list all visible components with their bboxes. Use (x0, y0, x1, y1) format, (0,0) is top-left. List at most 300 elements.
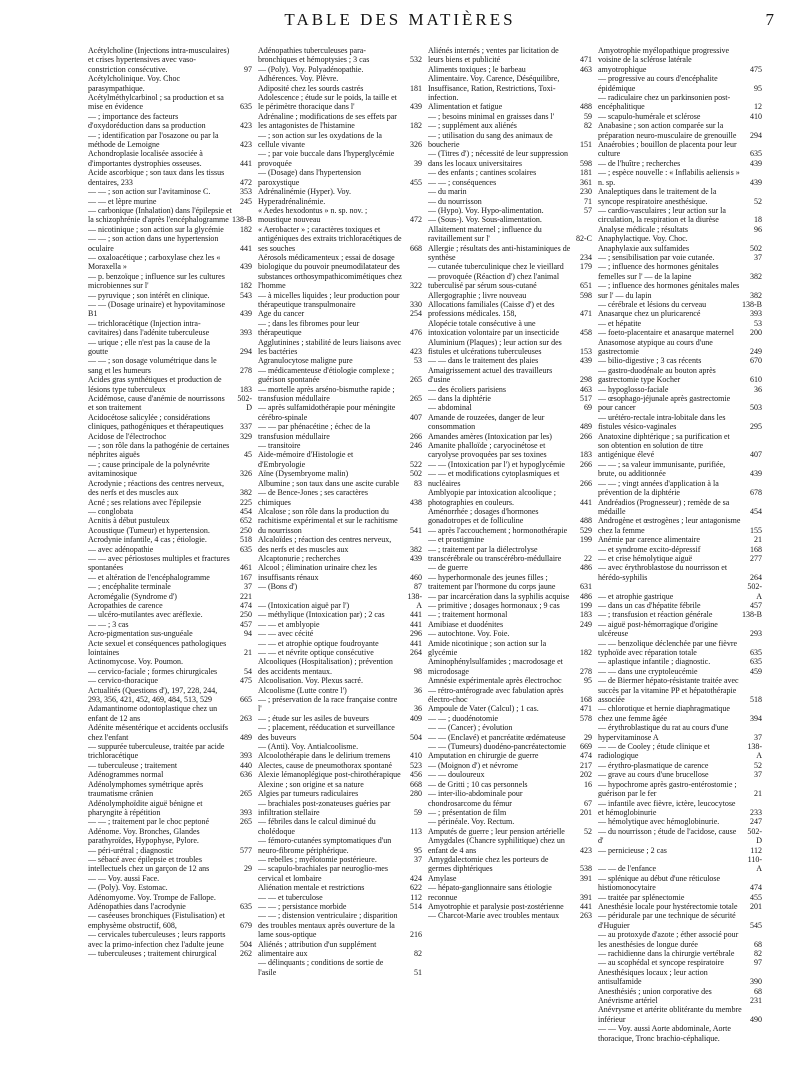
index-entry-page: 21 (244, 648, 252, 657)
index-entry-page: 522 (410, 459, 422, 469)
index-entry-text: — — par phénacétine ; échec de la transfusion médullaire (258, 422, 371, 441)
index-entry-text: — après l'accouchement ; hormonothérapie (428, 525, 568, 535)
index-entry-text: — abdominal (428, 403, 472, 413)
index-entry-text: — (Anti). Voy. Antialcoolisme. (258, 742, 359, 752)
index-entry-text: Amaigrissement actuel des travailleurs d'usine (428, 365, 553, 385)
index-entry-page: 278 (580, 666, 592, 676)
index-entry-page: 517 (580, 394, 592, 404)
index-entry-page: 502-D (747, 826, 762, 846)
index-entry-text: — ; son action sur les oxydations de la cellule vivante (258, 130, 382, 150)
index-entry (428, 178, 592, 187)
index-entry-text: Anesthésiés ; union corporative des (598, 986, 712, 996)
index-entry (258, 695, 422, 714)
index-entry (88, 149, 252, 168)
index-entry-page: 441 (240, 243, 252, 253)
index-column-2 (258, 46, 422, 1074)
index-entry-text: — ; traitement hormonal (428, 610, 508, 620)
index-entry-page: 393 (240, 807, 252, 817)
index-entry (428, 149, 592, 168)
index-entry (88, 704, 252, 723)
index-entry (258, 554, 422, 563)
index-entry-text: — carbonique (Inhalation) dans l'épilepsie et la schizophrénie d'après l'encéphalogramme (88, 205, 232, 225)
index-entry (428, 911, 592, 920)
index-entry-page: 53 (414, 356, 422, 366)
index-entry (428, 300, 592, 319)
index-entry-page: 262 (240, 949, 252, 958)
index-entry (88, 582, 252, 591)
index-entry-page: 391 (580, 892, 592, 902)
index-entry-page: 200 (750, 328, 762, 338)
index-entry (258, 206, 422, 225)
index-entry-text: — transitoire (258, 441, 301, 451)
index-entry-page: 37 (754, 252, 762, 262)
index-entry (598, 667, 762, 676)
index-entry-page: 489 (580, 422, 592, 432)
index-entry (598, 799, 762, 818)
index-entry (258, 291, 422, 310)
index-entry (258, 338, 422, 357)
index-entry-text: — splénique au début d'une réticulose histiomonocytaire (598, 873, 721, 893)
index-entry-page: 471 (580, 309, 592, 319)
index-entry-text: — (Moignon d') et névrome (428, 760, 518, 770)
index-entry-page: 382 (750, 290, 762, 300)
index-entry (428, 733, 592, 742)
index-entry-page: 202 (580, 770, 592, 780)
index-entry (258, 65, 422, 74)
index-entry-page: 439 (580, 356, 592, 366)
index-entry-text: Acétylméthylcarbinol ; sa production et sa mise en évidence (88, 93, 224, 112)
index-entry-page: 504 (240, 939, 252, 949)
index-entry-text: Anatoxine diphtérique ; sa purification et son obtention en solution de titre antigénique élevé (598, 431, 730, 460)
index-entry-text: Alexine ; son origine et sa nature (258, 779, 364, 789)
index-entry-page: 330 (410, 299, 422, 309)
index-entry (598, 742, 762, 761)
index-entry (598, 187, 762, 206)
index-entry (428, 883, 592, 902)
index-entry-page: 168 (580, 695, 592, 705)
index-entry-text: Acide ascorbique ; son taux dans les tissus dentaires, 233 (88, 168, 225, 187)
index-entry-page: 423 (580, 845, 592, 855)
index-entry-text: Alcalose ; son rôle dans la production du rachitisme expérimental et sur le rachitisme du nourrisson (258, 506, 398, 535)
index-entry (428, 761, 592, 770)
index-entry (88, 46, 252, 74)
index-entry (258, 309, 422, 318)
index-entry (88, 620, 252, 629)
index-entry (428, 432, 592, 441)
index-entry-page: 168 (750, 544, 762, 554)
index-entry-page: 393 (750, 309, 762, 319)
index-entry-text: — p. benzoïque ; influence sur les cultures microbiennes sur l' (88, 271, 225, 291)
index-entry (428, 403, 592, 412)
index-entry (598, 902, 762, 911)
index-entry-text: Allergie ; résultats des anti-histaminiques de synthèse (428, 243, 571, 262)
index-entry-page: 382 (750, 271, 762, 281)
index-entry-page: 96 (754, 224, 762, 234)
index-entry-text: Amandes amères (Intoxication par les) (428, 431, 552, 441)
index-entry-page: 598 (580, 290, 592, 300)
index-entry-page: 457 (240, 619, 252, 629)
index-entry-text: — délinquants ; conditions de sortie de l'asile (258, 958, 384, 977)
index-entry-text: — aplastique infantile ; diagnostic. (598, 657, 711, 667)
index-entry (258, 592, 422, 611)
index-entry-page: 439 (240, 309, 252, 319)
index-entry-text: — cardio-vasculaires ; leur action sur la circulation, la respiration et la diurèse (598, 205, 726, 225)
index-entry-text: Aérosols médicamenteux ; essai de dosage biologique du pouvoir pneumodilatateur des substances orthosympathicomimétiques chez l'homme (258, 252, 402, 291)
index-entry-page: 295 (750, 422, 762, 432)
index-entry-text: — péridurale par une technique de sécurité d'Huguier (598, 911, 736, 930)
index-entry-page: 529 (580, 525, 592, 535)
index-entry-text: — — et modifications cytoplasmiques et nucléaires (428, 469, 560, 488)
index-entry-page: 277 (750, 553, 762, 563)
index-entry-page: 182 (410, 121, 422, 131)
index-entry-text: — — et atrophie optique foudroyante (258, 638, 379, 648)
index-entry-text: Allergographie ; livre nouveau (428, 290, 527, 300)
index-entry-text: — — ; persistance morbide (258, 901, 347, 911)
index-entry-page: 636 (240, 770, 252, 780)
index-entry-page: 12 (754, 102, 762, 112)
index-entry-text: — hépato-ganglionnaire sans étiologie reconnue (428, 883, 552, 902)
index-entry (598, 855, 762, 874)
index-entry-text: — ; identification par l'osazone ou par la méthode de Lemoigne (88, 130, 219, 150)
index-entry-page: 439 (410, 102, 422, 112)
index-entry (258, 168, 422, 187)
index-entry-page: 36 (414, 685, 422, 695)
index-entry (258, 422, 422, 441)
index-entry (428, 902, 592, 911)
index-entry (428, 413, 592, 432)
index-entry-text: — et syndrome excito-dépressif (598, 544, 701, 554)
index-entry-text: — foeto-placentaire et anasarque maternel (598, 328, 734, 338)
index-entry (428, 394, 592, 403)
index-entry-text: — ; placement, rééducation et surveillance des buveurs (258, 723, 395, 742)
index-entry-page: 138-A (407, 591, 422, 610)
index-entry (88, 131, 252, 150)
index-entry-text: Adénome. Voy. Bronches, Glandes parathyroïdes, Hypophyse, Pylore. (88, 826, 200, 846)
index-entry-page: 665 (240, 695, 252, 705)
index-entry-text: Alcoolisation. Voy. Plexus sacré. (258, 676, 363, 686)
index-entry-text: — de Biermer hépato-résistante traitée avec succès par la vitamine PP et hépatothérapie associée (598, 676, 739, 705)
page-title: TABLE DES MATIÈRES (284, 10, 516, 29)
index-entry (598, 968, 762, 987)
index-entry (428, 592, 592, 601)
index-entry-page: 113 (410, 826, 422, 836)
index-entry-page: 36 (754, 384, 762, 394)
index-entry (88, 432, 252, 441)
index-entry (428, 319, 592, 338)
index-entry (88, 686, 252, 705)
index-entry-page: 266 (580, 431, 592, 441)
index-entry (428, 836, 592, 855)
index-entry (88, 460, 252, 479)
index-entry-text: Aliénés ; attribution d'un supplément alimentaire aux (258, 939, 377, 958)
index-entry-text: — par incarcération dans la syphilis acquise (428, 591, 570, 601)
index-entry-text: Alcaloïdes ; réaction des centres nerveux, des nerfs et des muscles aux (258, 535, 392, 554)
index-entry-text: — dans la diphtérie (428, 394, 491, 404)
index-entry-page: 264 (410, 648, 422, 657)
index-entry (258, 911, 422, 939)
index-entry (88, 676, 252, 685)
index-entry (428, 817, 592, 826)
index-entry (428, 639, 592, 658)
index-entry-page: 95 (584, 676, 592, 686)
index-entry (88, 573, 252, 582)
index-entry-text: — urique ; elle n'est pas la cause de la goutte (88, 337, 211, 356)
index-entry (258, 723, 422, 742)
index-entry (428, 601, 592, 610)
index-entry-text: — et crise hémolytique aiguë (598, 553, 693, 563)
index-entry (598, 121, 762, 140)
index-entry (88, 846, 252, 855)
index-entry-page: 407 (410, 412, 422, 422)
index-entry-page: 455 (410, 177, 422, 187)
index-entry (258, 535, 422, 554)
index-entry-page: 410 (410, 751, 422, 761)
index-entry-text: — de l'huître ; recherches (598, 158, 681, 168)
index-entry-page: 82 (584, 121, 592, 131)
index-entry-page: 138-A (747, 742, 762, 761)
index-entry-text: — pernicieuse ; 2 cas (598, 845, 667, 855)
index-entry (428, 197, 592, 206)
index-entry-text: Acte sexuel et conséquences pathologiques lointaines (88, 638, 227, 657)
index-entry-text: — — et névrite optique consécutive (258, 648, 374, 657)
index-entry (258, 639, 422, 648)
index-entry (598, 300, 762, 309)
index-entry-text: — (Dosage) dans l'hypertension paroxystique (258, 168, 361, 187)
index-entry-text: Analyse médicale ; résultats (598, 224, 688, 234)
index-entry (258, 902, 422, 911)
index-entry (258, 479, 422, 488)
index-entry (428, 488, 592, 507)
index-entry-page: 504 (410, 732, 422, 742)
index-entry-text: Amygdales (Chancre syphilitique) chez un enfant de 4 ans (428, 836, 565, 855)
index-entry (88, 300, 252, 319)
index-entry-page: 45 (244, 450, 252, 460)
index-entry (428, 610, 592, 619)
index-entry (258, 74, 422, 83)
index-entry-text: — du marin (428, 187, 467, 197)
index-entry (258, 488, 422, 507)
index-entry-text: — ; espèce nouvelle : « Inflabilis aeliensis » n. sp. (598, 168, 740, 187)
index-entry-text: — progressive au cours d'encéphalite épidémique (598, 74, 718, 93)
index-entry (88, 234, 252, 253)
index-entry (598, 413, 762, 432)
index-entry-text: Acnitis à début pustuleux (88, 516, 170, 526)
index-entry-text: Acromégalie (Syndrome d') (88, 591, 177, 601)
index-entry (598, 639, 762, 658)
index-entry-page: 423 (240, 140, 252, 150)
index-entry-text: — à micelles liquides ; leur production pour thérapeutique transpulmonaire (258, 290, 400, 309)
index-entry-page: 439 (410, 553, 422, 563)
index-entry (598, 432, 762, 460)
index-entry (428, 507, 592, 526)
index-entry-page: 635 (750, 648, 762, 657)
index-entry-page: 298 (580, 375, 592, 385)
index-entry-page: 51 (414, 967, 422, 977)
index-entry-page: 68 (754, 939, 762, 949)
index-entry-text: — et prostigmine (428, 535, 484, 545)
index-entry-text: — ; transfusion et réaction générale (598, 610, 713, 620)
index-entry-page: 138-B (742, 610, 762, 620)
index-entry (88, 799, 252, 818)
index-entry-text: — fébriles dans le calcul diminué du cholédoque (258, 817, 376, 836)
index-entry-text: — — Voy. aussi Face. (88, 873, 160, 883)
index-entry-text: — et hépatite (598, 318, 642, 328)
index-entry-page: 263 (240, 713, 252, 723)
index-entry (258, 356, 422, 365)
index-entry (598, 846, 762, 855)
index-entry-page: 266 (580, 478, 592, 488)
index-entry-text: — cervico-thoracique (88, 676, 158, 686)
index-entry-page: 441 (410, 610, 422, 620)
index-entry-page: 98 (414, 666, 422, 676)
index-entry-text: — ; préservation de la race française contre l' (258, 695, 398, 714)
index-entry-page: 151 (580, 140, 592, 150)
index-entry-text: Alcaptonurie ; recherches (258, 553, 341, 563)
index-entry-text: — de Bence-Jones ; ses caractères chimiques (258, 488, 368, 507)
index-entry-text: — — ; duodénotomie (428, 713, 498, 723)
index-entry-text: — Charcot-Marie avec troubles mentaux (428, 911, 560, 921)
index-entry (428, 676, 592, 685)
index-entry-page: 502-D (237, 394, 252, 413)
index-entry-text: — — dans le traitement des plaies (428, 356, 539, 366)
index-entry-page: 37 (754, 732, 762, 742)
index-entry (428, 808, 592, 817)
index-entry (598, 930, 762, 949)
index-entry (258, 940, 422, 959)
index-entry-page: 460 (410, 572, 422, 582)
index-entry-page: 21 (754, 535, 762, 545)
index-entry (598, 253, 762, 262)
index-entry-page: 669 (580, 742, 592, 752)
index-entry-page: 394 (750, 713, 762, 723)
index-entry-text: — cérébrale et lésions du cerveau (598, 299, 707, 309)
index-entry-text: — œsophago-jéjunale après gastrectomie pour cancer (598, 394, 731, 413)
index-entry (258, 780, 422, 789)
index-entry (88, 526, 252, 535)
index-entry (598, 817, 762, 826)
index-entry-page: 471 (580, 704, 592, 714)
index-entry-text: — des écoliers parisiens (428, 384, 506, 394)
index-entry (598, 893, 762, 902)
index-entry-page: 153 (580, 347, 592, 356)
index-entry (598, 1024, 762, 1043)
index-entry-page: 37 (754, 770, 762, 780)
index-entry-text: Aménorrhée ; dosages d'hormones gonadotropes et de folliculine (428, 506, 539, 526)
index-entry (258, 112, 422, 131)
index-entry-page: 423 (240, 121, 252, 131)
index-entry (598, 93, 762, 112)
index-entry-page: 39 (414, 158, 422, 168)
index-entry-page: 182 (240, 281, 252, 291)
index-entry-text: — des enfants ; cantines scolaires (428, 168, 537, 178)
index-entry-text: Adrénalinémie (Hyper). Voy. Hyperadrénalinémie. (258, 187, 351, 206)
index-entry-text: — — ; son action sur l'avitaminose C. (88, 187, 211, 197)
index-entry-page: 456 (410, 770, 422, 780)
index-entry-page: 182 (240, 224, 252, 234)
index-entry-text: Algies par tumeurs radiculaires (258, 789, 359, 799)
index-entry (88, 911, 252, 930)
index-entry (88, 827, 252, 846)
index-entry-page: 246 (410, 441, 422, 451)
index-entry-page: 234 (580, 252, 592, 262)
index-entry (598, 723, 762, 742)
index-entry (258, 225, 422, 253)
index-entry (258, 657, 422, 676)
index-entry (598, 262, 762, 281)
index-entry-page: 266 (580, 459, 592, 469)
index-entry-page: 266 (410, 431, 422, 441)
index-entry-page: 37 (414, 854, 422, 864)
index-entry-page: 29 (244, 864, 252, 874)
index-entry-page: 439 (750, 177, 762, 187)
index-entry-text: Anaphylaxie aux sulfamides (598, 243, 690, 253)
index-entry (428, 168, 592, 177)
index-entry (598, 338, 762, 357)
index-entry-page: 183 (580, 450, 592, 460)
index-entry-text: Alcool ; élimination urinaire chez les insuffisants rénaux (258, 563, 377, 582)
index-entry-page: 490 (750, 1014, 762, 1024)
index-entry-page: 265 (240, 817, 252, 827)
index-entry-text: — urétéro-rectale intra-lobitale dans les fistules vésico-vaginales (598, 412, 726, 432)
index-entry-text: — cutanée tuberculinique chez le vieillard (428, 262, 564, 272)
index-entry-page: 635 (750, 657, 762, 667)
index-entry-page: 393 (240, 751, 252, 761)
index-entry-page: 532 (410, 55, 422, 65)
index-entry (428, 629, 592, 638)
index-entry-page: 455 (750, 892, 762, 902)
index-entry-page: 201 (580, 807, 592, 817)
index-entry-page: 407 (750, 450, 762, 460)
index-entry-page: 254 (410, 309, 422, 319)
index-entry-text: — — Voy. aussi Aorte abdominale, Aorte thoracique, Tronc brachio-céphalique. (598, 1024, 731, 1043)
index-entry-text: — pyruvique ; son intérêt en clinique. (88, 290, 210, 300)
index-entry-text: Amygdalectomie chez les porteurs de germes diphtériques (428, 854, 549, 874)
index-entry-text: — rachidienne dans la chirurgie vertébrale (598, 949, 735, 958)
index-entry (598, 874, 762, 893)
index-entry-page: 294 (750, 130, 762, 140)
index-entry-text: — ; encéphalite terminale (88, 582, 171, 592)
index-entry-text: — — ; vingt années d'application à la prévention de la diphtérie (598, 478, 719, 498)
index-entry (428, 620, 592, 629)
index-entry (598, 159, 762, 168)
index-entry-page: 87 (414, 582, 422, 592)
index-entry-text: Andréadios (Prognesseur) ; remède de sa médaille (598, 497, 730, 516)
index-entry-text: Adhérences. Voy. Plèvre. (258, 74, 339, 84)
index-entry (598, 780, 762, 799)
index-entry-page: 97 (244, 64, 252, 74)
index-entry (258, 563, 422, 582)
index-entry-page: 486 (580, 563, 592, 573)
index-entry (598, 610, 762, 619)
index-entry-text: — dans un cas d'hépatite fébrile (598, 600, 701, 610)
index-entry-text: Albumine ; son taux dans une ascite curable (258, 478, 400, 488)
index-entry-page: 250 (240, 610, 252, 620)
index-entry-page: 439 (750, 158, 762, 168)
index-entry-text: — nicotinique ; son action sur la glycémie (88, 224, 224, 234)
index-entry-page: 250 (240, 525, 252, 535)
index-entry-page: 95 (414, 845, 422, 855)
index-entry-page: 670 (750, 356, 762, 366)
index-entry-page: 112 (410, 892, 422, 902)
index-entry-text: Adiposité chez les sourds castrés (258, 83, 364, 93)
index-entry-text: Anesthésie locale pour hystérectomie totale (598, 901, 738, 911)
index-entry-page: 37 (244, 582, 252, 592)
index-entry-text: Anaérobies ; bouillon de placenta pour leur culture (598, 140, 737, 159)
index-entry (428, 751, 592, 760)
index-entry-text: — scapulo-humérale et sclérose (598, 111, 701, 121)
index-entry-text: — — (Enclavé) et pancréatite œdémateuse (428, 732, 566, 742)
index-entry-page: 231 (750, 996, 762, 1006)
